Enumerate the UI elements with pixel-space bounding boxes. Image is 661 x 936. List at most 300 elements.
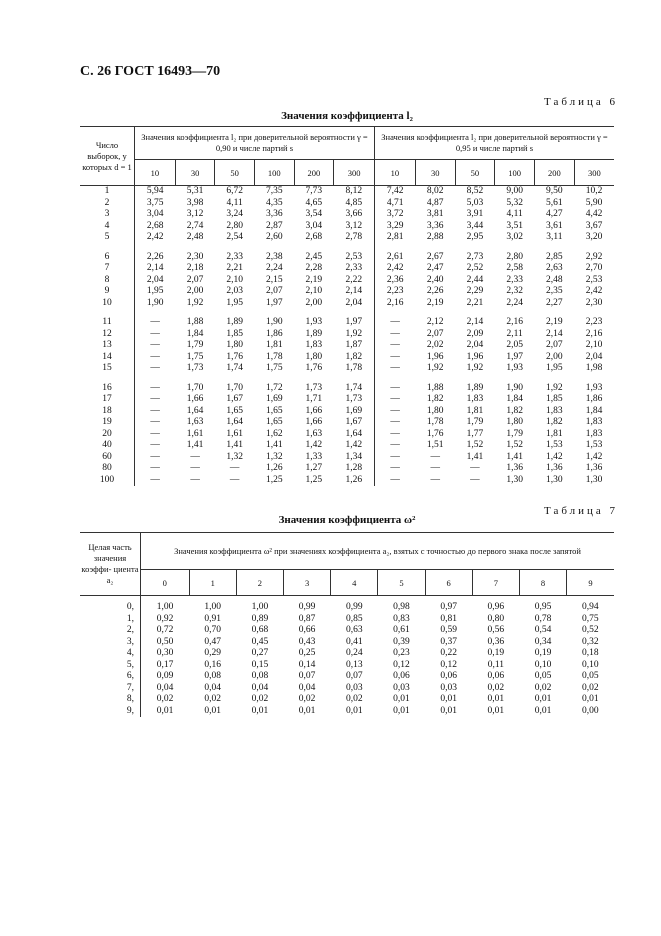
table7-row: [80, 671, 614, 683]
table6-cell: 1,90: [146, 297, 164, 308]
table6-cell: —: [190, 451, 200, 462]
table6-cell: 2,33: [334, 263, 375, 275]
table6-label: Таблица 6: [544, 96, 619, 108]
table6-cell: 3,24: [226, 209, 243, 219]
table6-cell: 4,42: [585, 209, 603, 219]
table6-cell: 2,10: [585, 340, 603, 350]
table6-cell: 1,85: [226, 328, 243, 339]
table6-cell: 1,80: [226, 340, 243, 350]
table6-cell: 1,82: [334, 352, 375, 364]
table6-column-header: 10: [135, 160, 176, 186]
table6-cell: 1,74: [226, 363, 243, 373]
table6-cell: 1,42: [585, 451, 603, 462]
table6-cell: 3,04: [305, 220, 323, 231]
table6-cell: 1,36: [546, 463, 563, 473]
table6-cell: 1,80: [305, 351, 323, 362]
table7-row: [80, 614, 614, 626]
table7-column-header: 8: [519, 570, 566, 596]
table6-cell: 1,41: [506, 451, 523, 462]
table6-cell: 1,92: [546, 382, 563, 393]
page-header: С. 26 ГОСТ 16493—70: [80, 64, 221, 79]
table6-cell: 2,26: [426, 286, 444, 296]
table6-cell: 3,75: [146, 197, 164, 208]
table6-row: [80, 383, 614, 395]
table6-cell: 2,29: [466, 286, 484, 296]
table6-group-spacer: [80, 309, 614, 317]
table6-cell: 3,91: [466, 209, 484, 219]
table6-cell: 1,83: [466, 394, 484, 404]
table7-cell: 0,01: [251, 705, 269, 716]
table7-cell: 0,52: [581, 625, 599, 635]
table6-cell: 5,03: [466, 197, 484, 208]
table6-cell: 3,12: [334, 221, 375, 233]
spacer-cell: [175, 309, 215, 317]
table6-cell: 2,44: [466, 274, 484, 285]
table6-cell: 2,14: [546, 328, 563, 339]
table7-cell: 1,00: [156, 602, 174, 612]
table7-row-label: 5,: [80, 660, 141, 672]
table6-cell: —: [390, 405, 400, 416]
table7-cell: 0,37: [440, 636, 457, 647]
spacer-cell: [574, 309, 614, 317]
table6-cell: 2,74: [186, 220, 204, 231]
table6-row-label: 2: [80, 198, 135, 210]
table6-cell: 1,92: [334, 329, 375, 341]
table7-cell: 0,03: [345, 682, 363, 693]
table6-cell: 2,85: [546, 251, 563, 262]
table6-cell: 1,83: [585, 428, 603, 439]
table6-row-label: 14: [80, 352, 135, 364]
table6-cell: 1,65: [265, 405, 283, 416]
table6-cell: 2,38: [265, 251, 283, 262]
table6-row-header: Число выборок, у которых d = 1: [80, 127, 135, 186]
table6-cell: 1,83: [305, 340, 323, 350]
table7-cell: 0,02: [204, 694, 222, 704]
table7-cell: 0,59: [440, 625, 457, 635]
spacer-cell: [455, 309, 495, 317]
table6-row: [80, 452, 614, 464]
table6-cell: 2,00: [546, 351, 563, 362]
table6-cell: 1,89: [305, 328, 323, 339]
table6-cell: 1,83: [585, 417, 603, 427]
table6-cell: 2,54: [226, 232, 243, 242]
table7: [80, 532, 614, 717]
spacer-cell: [574, 244, 614, 252]
table6-cell: 1,93: [506, 363, 523, 373]
table6-cell: 1,73: [305, 382, 323, 393]
table7-cell: 0,98: [393, 602, 410, 612]
table6-row-label: 3: [80, 209, 135, 221]
table7-cell: 0,92: [156, 613, 174, 624]
table6-cell: 1,70: [226, 382, 243, 393]
table7-cell: 0,08: [204, 671, 222, 681]
table6-cell: 3,44: [466, 220, 484, 231]
table7-cell: 0,01: [393, 705, 410, 716]
spacer-cell: [80, 309, 135, 317]
table7-cell: 0,25: [298, 648, 316, 658]
table6-row: [80, 286, 614, 298]
table6-cell: 1,79: [506, 428, 523, 439]
table7-cell: 0,07: [298, 671, 316, 681]
table6-cell: 1,88: [186, 317, 204, 327]
table6-cell: 2,36: [386, 274, 404, 285]
table7-row-label: 9,: [80, 706, 141, 718]
table6-row-label: 80: [80, 463, 135, 475]
table6-cell: —: [150, 340, 160, 350]
table7-column-header: 0: [141, 570, 190, 596]
table6-cell: 2,07: [186, 274, 204, 285]
table6-cell: 2,24: [265, 263, 283, 273]
table6-cell: 1,73: [186, 363, 204, 373]
table6-cell: 2,11: [506, 328, 523, 339]
table7-column-header: 6: [425, 570, 472, 596]
table6-cell: 2,48: [186, 232, 204, 242]
table7-cell: 0,01: [393, 694, 410, 704]
table6-cell: 9,50: [546, 186, 563, 196]
table6-cell: 3,02: [506, 232, 523, 242]
table6-row-label: 7: [80, 263, 135, 275]
table7-cell: 0,22: [440, 648, 457, 658]
table6-cell: 1,42: [546, 451, 563, 462]
table6-cell: —: [190, 463, 200, 473]
table6-cell: 1,93: [585, 382, 603, 393]
table7-cell: 0,85: [345, 613, 363, 624]
table6-cell: 1,67: [334, 417, 375, 429]
table6-cell: 3,54: [305, 209, 323, 219]
spacer-cell: [80, 244, 135, 252]
table7-cell: 0,17: [156, 659, 174, 670]
table6-cell: 1,88: [426, 382, 444, 393]
table7-cell: 0,05: [534, 671, 552, 681]
table6-row-label: 20: [80, 429, 135, 441]
table6-row: [80, 417, 614, 429]
spacer-cell: [80, 375, 135, 383]
table7-cell: 0,02: [298, 694, 316, 704]
table7-cell: 0,83: [393, 613, 410, 624]
table6-cell: 1,82: [546, 417, 563, 427]
table6-cell: 2,63: [546, 263, 563, 273]
table6-cell: —: [470, 474, 480, 485]
table7-cell: 0,05: [581, 671, 599, 681]
table6-cell: —: [390, 382, 400, 393]
table6-cell: —: [390, 363, 400, 373]
table7-row: [80, 637, 614, 649]
table6-cell: 2,24: [506, 297, 523, 308]
table6-cell: 2,05: [506, 340, 523, 350]
spacer-cell: [534, 309, 574, 317]
table6-cell: 1,28: [334, 463, 375, 475]
table6-cell: 3,72: [386, 209, 404, 219]
table7-cell: 0,36: [487, 636, 505, 647]
table6-cell: 1,96: [466, 351, 484, 362]
table6-cell: 5,31: [186, 186, 204, 196]
table6-cell: 6,72: [226, 186, 243, 196]
spacer-cell: [135, 309, 176, 317]
table6-cell: 1,82: [506, 405, 523, 416]
table6-cell: 2,23: [386, 286, 404, 296]
table6-cell: 4,27: [546, 209, 563, 219]
table6-row-label: 12: [80, 329, 135, 341]
table6-cell: 4,85: [334, 198, 375, 210]
table6-cell: 3,67: [585, 220, 603, 231]
table6-cell: 2,95: [466, 232, 484, 242]
table6-row-label: 1: [80, 186, 135, 198]
table6-cell: 1,97: [265, 297, 283, 308]
table6-cell: —: [390, 328, 400, 339]
table6-cell: —: [150, 363, 160, 373]
table6-cell: 2,33: [506, 274, 523, 285]
table6-cell: 2,21: [226, 263, 243, 273]
table6-cell: —: [150, 428, 160, 439]
table7-column-header: 7: [472, 570, 519, 596]
table7-row: [80, 694, 614, 706]
table6-cell: 2,07: [426, 328, 444, 339]
table6-cell: —: [150, 463, 160, 473]
table6-cell: 3,12: [186, 209, 204, 219]
table7-cell: 0,01: [440, 705, 457, 716]
table6-cell: 1,83: [546, 405, 563, 416]
table6-cell: 1,95: [146, 286, 164, 296]
table7-cell: 0,03: [393, 682, 410, 693]
table6-row-label: 18: [80, 406, 135, 418]
table7-cell: 0,50: [156, 636, 174, 647]
table6-cell: 2,07: [546, 340, 563, 350]
table7-column-header: 9: [567, 570, 614, 596]
spacer-cell: [135, 244, 176, 252]
table6-cell: 1,66: [305, 417, 323, 427]
table6-cell: —: [430, 463, 440, 473]
table6-row-label: 16: [80, 383, 135, 395]
table6-cell: 2,67: [426, 251, 444, 262]
table6-cell: 2,40: [426, 274, 444, 285]
table7-cell: 0,01: [440, 694, 457, 704]
table6-cell: 1,81: [546, 428, 563, 439]
table7-cell: 0,00: [581, 705, 599, 716]
table6-cell: 5,94: [146, 186, 164, 196]
table7-cell: 0,32: [581, 636, 599, 647]
table6-cell: 1,95: [226, 297, 243, 308]
table7-row-label: 7,: [80, 683, 141, 695]
spacer-cell: [135, 375, 176, 383]
table7-cell: 0,19: [534, 648, 552, 658]
table6-cell: —: [430, 474, 440, 485]
table6-cell: 1,71: [305, 394, 323, 404]
table6-cell: 2,10: [226, 274, 243, 285]
table6-cell: 1,97: [506, 351, 523, 362]
table7-cell: 0,91: [204, 613, 222, 624]
table6-cell: 1,41: [265, 440, 283, 450]
table6-cell: —: [390, 394, 400, 404]
table7-cell: 0,01: [534, 694, 552, 704]
table6-row-label: 8: [80, 275, 135, 287]
table7-cell: 0,02: [581, 682, 599, 693]
table6-cell: 5,90: [585, 197, 603, 208]
table6-cell: 4,65: [305, 197, 323, 208]
table6-column-header: 100: [495, 160, 535, 186]
table6-cell: —: [150, 451, 160, 462]
table7-cell: 0,94: [581, 602, 599, 612]
table7-cell: 0,06: [393, 671, 410, 681]
table6-cell: 2,33: [226, 251, 243, 262]
table6-cell: 2,80: [226, 220, 243, 231]
spacer-cell: [374, 375, 415, 383]
table6-cell: 1,78: [334, 363, 375, 375]
table6-cell: 1,34: [334, 452, 375, 464]
table6-cell: 2,19: [305, 274, 323, 285]
table6-cell: 1,79: [466, 417, 484, 427]
table6-cell: —: [150, 351, 160, 362]
table7-column-header: 2: [236, 570, 283, 596]
spacer-cell: [574, 375, 614, 383]
table6-row: [80, 406, 614, 418]
table6-cell: 2,26: [146, 251, 164, 262]
table7-cell: 0,01: [534, 705, 552, 716]
table6-cell: 1,81: [265, 340, 283, 350]
table6-cell: 1,82: [426, 394, 444, 404]
table6-cell: 1,85: [546, 394, 563, 404]
table6-cell: 2,03: [226, 286, 243, 296]
spacer-cell: [534, 244, 574, 252]
spacer-cell: [495, 375, 535, 383]
table6-cell: 2,07: [265, 286, 283, 296]
table6-row: [80, 340, 614, 352]
table6-cell: 1,62: [265, 428, 283, 439]
table7-cell: 0,70: [204, 625, 222, 635]
table6-cell: —: [390, 340, 400, 350]
table6-cell: 9,00: [506, 186, 523, 196]
spacer-cell: [215, 375, 255, 383]
table7-cell: 0,99: [345, 602, 363, 612]
table6-row-label: 11: [80, 317, 135, 329]
table6-cell: —: [150, 394, 160, 404]
table7-cell: 0,12: [393, 659, 410, 670]
table6-cell: 1,97: [334, 317, 375, 329]
table6-cell: —: [390, 351, 400, 362]
table6-row: [80, 198, 614, 210]
table6-cell: 7,35: [265, 186, 283, 196]
table6-cell: 1,76: [305, 363, 323, 373]
spacer-cell: [374, 309, 415, 317]
table6-cell: 1,75: [265, 363, 283, 373]
table7-cell: 0,72: [156, 625, 174, 635]
table7-row-label: 2,: [80, 625, 141, 637]
table6-group-spacer: [80, 244, 614, 252]
table6-cell: —: [390, 451, 400, 462]
table7-cell: 0,18: [581, 648, 599, 658]
table7-row-label: 4,: [80, 648, 141, 660]
table6-cell: —: [229, 463, 240, 473]
table6-row: [80, 429, 614, 441]
table7-cell: 0,01: [581, 694, 599, 704]
table6-cell: 2,42: [146, 232, 164, 242]
table6-cell: 1,66: [305, 405, 323, 416]
table6-row-label: 100: [80, 475, 135, 487]
table7-column-header: 4: [331, 570, 378, 596]
table6-cell: —: [229, 474, 240, 485]
table6-column-header: 300: [334, 160, 375, 186]
table7-cell: 0,02: [534, 682, 552, 693]
table6-cell: —: [470, 463, 480, 473]
table6-cell: 1,87: [334, 340, 375, 352]
table6-group2-header: Значения коэффициента l₂ при доверительной вероятности γ = 0,95 и числе партий s: [374, 127, 614, 160]
table6-group1-header: Значения коэффициента l₂ при доверительной вероятности γ = 0,90 и числе партий s: [135, 127, 375, 160]
table6-cell: 1,92: [186, 297, 204, 308]
table6-group-spacer: [80, 375, 614, 383]
table6-cell: 1,79: [186, 340, 204, 350]
table7-cell: 0,01: [298, 705, 316, 716]
table6-cell: 1,26: [265, 463, 283, 473]
table6-column-header: 300: [574, 160, 614, 186]
table7-cell: 0,61: [393, 625, 410, 635]
table6-cell: 1,26: [334, 475, 375, 487]
table6-column-header: 200: [534, 160, 574, 186]
table6-cell: 2,04: [585, 351, 603, 362]
table6-cell: 2,81: [386, 232, 404, 242]
table6-cell: —: [390, 463, 400, 473]
table6-cell: 7,73: [305, 186, 323, 196]
table6-column-header: 200: [294, 160, 334, 186]
table7-cell: 0,97: [440, 602, 457, 612]
table7-row-header: Целая часть значения коэффи- циента a₂: [80, 533, 141, 596]
table6-cell: 1,42: [305, 440, 323, 450]
table6-cell: —: [390, 317, 400, 327]
table6-cell: —: [390, 428, 400, 439]
table6-row: [80, 232, 614, 244]
spacer-cell: [455, 244, 495, 252]
table6-cell: 1,78: [265, 351, 283, 362]
table7-cell: 0,12: [440, 659, 457, 670]
table6-cell: 1,32: [226, 451, 243, 462]
table7-cell: 0,06: [440, 671, 457, 681]
table6-cell: 2,88: [426, 232, 444, 242]
table7-cell: 0,01: [345, 705, 363, 716]
table6-cell: 1,69: [265, 394, 283, 404]
table6-row-label: 15: [80, 363, 135, 375]
table6-cell: 2,42: [386, 263, 404, 273]
table6-row: [80, 298, 614, 310]
table6-cell: 3,36: [265, 209, 283, 219]
table6-column-header: 50: [455, 160, 495, 186]
table7-cell: 0,04: [204, 682, 222, 693]
table6-cell: 1,65: [226, 405, 243, 416]
table6-row-label: 10: [80, 298, 135, 310]
table6-cell: 2,22: [334, 275, 375, 287]
table7-cell: 0,66: [298, 625, 316, 635]
table6-cell: 1,30: [546, 474, 563, 485]
table6-cell: —: [150, 328, 160, 339]
table6-row: [80, 329, 614, 341]
table6-cell: 7,42: [386, 186, 404, 196]
table7-cell: 0,11: [487, 659, 504, 670]
table6-cell: 2,53: [585, 274, 603, 285]
table6-cell: 1,76: [426, 428, 444, 439]
table6-cell: 2,70: [585, 263, 603, 273]
table7-cell: 0,02: [487, 682, 505, 693]
table6-cell: 8,02: [426, 186, 444, 196]
table6-cell: 2,47: [426, 263, 444, 273]
table6-cell: 8,52: [466, 186, 484, 196]
table6-row: [80, 317, 614, 329]
table7-cell: 0,09: [156, 671, 174, 681]
table7-cell: 0,02: [156, 694, 174, 704]
table6-cell: 2,52: [466, 263, 484, 273]
spacer-cell: [455, 375, 495, 383]
spacer-cell: [415, 309, 455, 317]
table6-cell: 1,70: [186, 382, 204, 393]
spacer-cell: [334, 375, 375, 383]
table6-cell: 1,64: [226, 417, 243, 427]
table6-cell: 1,75: [186, 351, 204, 362]
